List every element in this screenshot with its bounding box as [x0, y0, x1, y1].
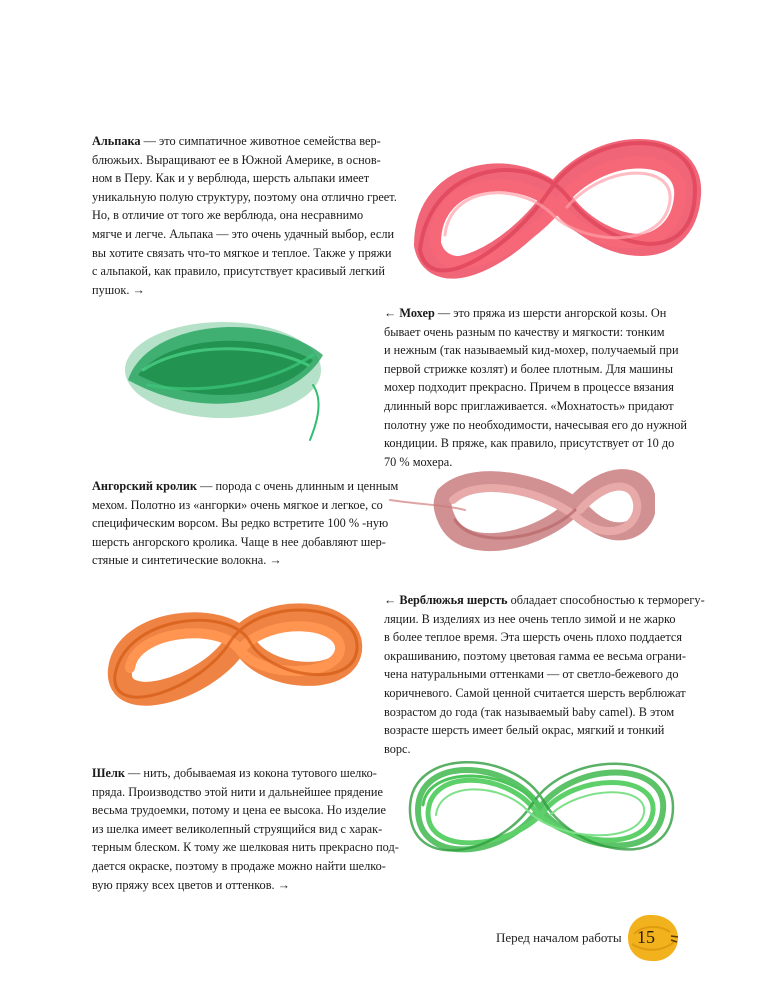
- camel-term: ← Верблюжья шерсть: [384, 593, 508, 607]
- page-number: 15: [637, 927, 655, 947]
- silk-term: Шелк: [92, 766, 125, 780]
- angora-paragraph: Ангорский кролик — порода с очень длинным и ценным мехом. Полотно из «ангорки» очень мягкое и легкое, со специфическим ворсом. Вы редко встретите 100 % -ную шерсть ангорского кролика. Чаще в нее добавляют шер- стяные и синтетические волокна. →: [92, 479, 399, 568]
- angora-yarn-image: [385, 465, 655, 565]
- camel-paragraph: ← Верблюжья шерсть обладает способностью к терморегу- ляции. В изделиях из нее очень тепло зимой и не жарко в более теплое время. Эта шерсть очень плохо поддается окрашиванию, поэтому цветовая гамма ее весьма ограни- чена натуральными оттенками — от светло-бежевого до коричневого. Самой ценной считается шерсть верблюжат возрастом до года (так называемый baby camel). В этом возрасте шерсть имеет белый окрас, мягкий и тонкий ворс.: [384, 593, 705, 756]
- angora-term: Ангорский кролик: [92, 479, 197, 493]
- alpaca-paragraph: Альпака — это симпатичное животное семейства вер- блюжьих. Выращивают ее в Южной Америке, в основ- ном в Перу. Как и у верблюда, шерсть альпаки имеет уникальную полую структуру, поэтому она отлично греет. Но, в отличие от того же верблюда, она несравнимо мягче и легче. Альпака — это очень удачный выбор, если вы хотите связать что-то мягкое и теплое. Также у пряжи с альпакой, как правило, присутствует красивый легкий пушок. →: [92, 134, 397, 297]
- camel-yarn-image: [105, 590, 365, 720]
- page-number-badge: [624, 912, 682, 964]
- silk-yarn-image: [398, 745, 683, 890]
- footer-section-title: Перед началом работы: [496, 930, 622, 945]
- mohair-term: ← Мохер: [384, 306, 435, 320]
- alpaca-yarn-image: [405, 125, 705, 300]
- alpaca-term: Альпака: [92, 134, 141, 148]
- silk-paragraph: Шелк — нить, добываемая из кокона тутового шелко- пряда. Производство этой нити и дальнейшее прядение весьма трудоемки, потому и цена ее высока. Но изделие из шелка имеет великолепный струящийся вид с харак- терным блеском. К тому же шелковая нить прекрасно под- дается окраске, поэтому в продаже можно найти шелко- вую пряжу всех цветов и оттенков. →: [92, 766, 399, 892]
- mohair-yarn-image: [118, 300, 338, 445]
- mohair-paragraph: ← Мохер — это пряжа из шерсти ангорской козы. Он бывает очень разным по качеству и мягкости: тонким и нежным (так называемый кид-мохер, получаемый при первой стрижке козлят) и более плотным. Для машины мохер подходит прекрасно. Причем в процессе вязания длинный ворс приглаживается. «Мохнатость» придают полотну уже по необходимости, начесывая его до нужной кондиции. В пряже, как правило, присутствует от 10 до 70 % мохера.: [384, 306, 687, 469]
